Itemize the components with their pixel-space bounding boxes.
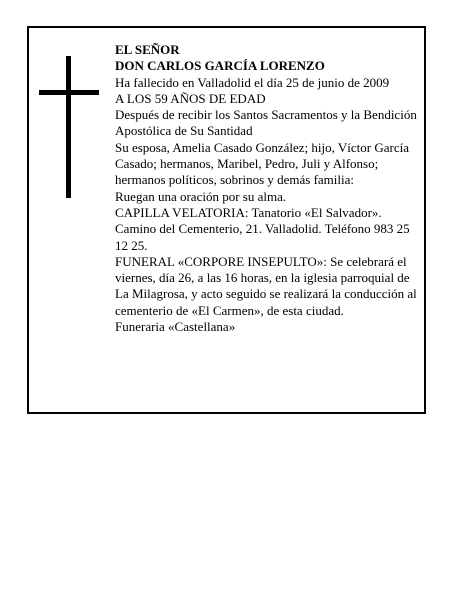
obituary-text bbox=[115, 42, 425, 335]
funeral-home: Funeraria «Castellana» bbox=[115, 319, 236, 335]
family-statement: Su esposa, Amelia Casado González; hijo, Víctor García Casado; hermanos, Maribel, Pedro, Juli y Alfonso; hermanos políticos, sobrinos y demás familia: bbox=[115, 139, 409, 188]
chapel-details: CAPILLA VELATORIA: Tanatorio «El Salvador». Camino del Cementerio, 21. Valladolid. Teléfono 983 25 12 25. bbox=[115, 204, 410, 253]
funeral-details: FUNERAL «CORPORE INSEPULTO»: Se celebrará el viernes, día 26, a las 16 horas, en la iglesia parroquial de La Milagrosa, y acto seguido se realizará la conducción al cementerio de «El Carmen», de esta ciudad. bbox=[115, 253, 417, 318]
prayer-request: Ruegan una oración por su alma. bbox=[115, 188, 287, 204]
age-statement: A LOS 59 AÑOS DE EDAD bbox=[115, 90, 266, 106]
death-statement: Ha fallecido en Valladolid el día 25 de junio de 2009 bbox=[115, 74, 390, 90]
obituary-notice bbox=[27, 26, 426, 414]
cross-vertical-bar bbox=[66, 56, 71, 198]
title-line-1: EL SEÑOR bbox=[115, 42, 180, 57]
cross-horizontal-bar bbox=[39, 90, 99, 95]
deceased-name: DON CARLOS GARCÍA LORENZO bbox=[115, 58, 325, 74]
sacraments-statement: Después de recibir los Santos Sacramentos y la Bendición Apostólica de Su Santidad bbox=[115, 107, 417, 139]
cross-icon bbox=[39, 56, 99, 198]
